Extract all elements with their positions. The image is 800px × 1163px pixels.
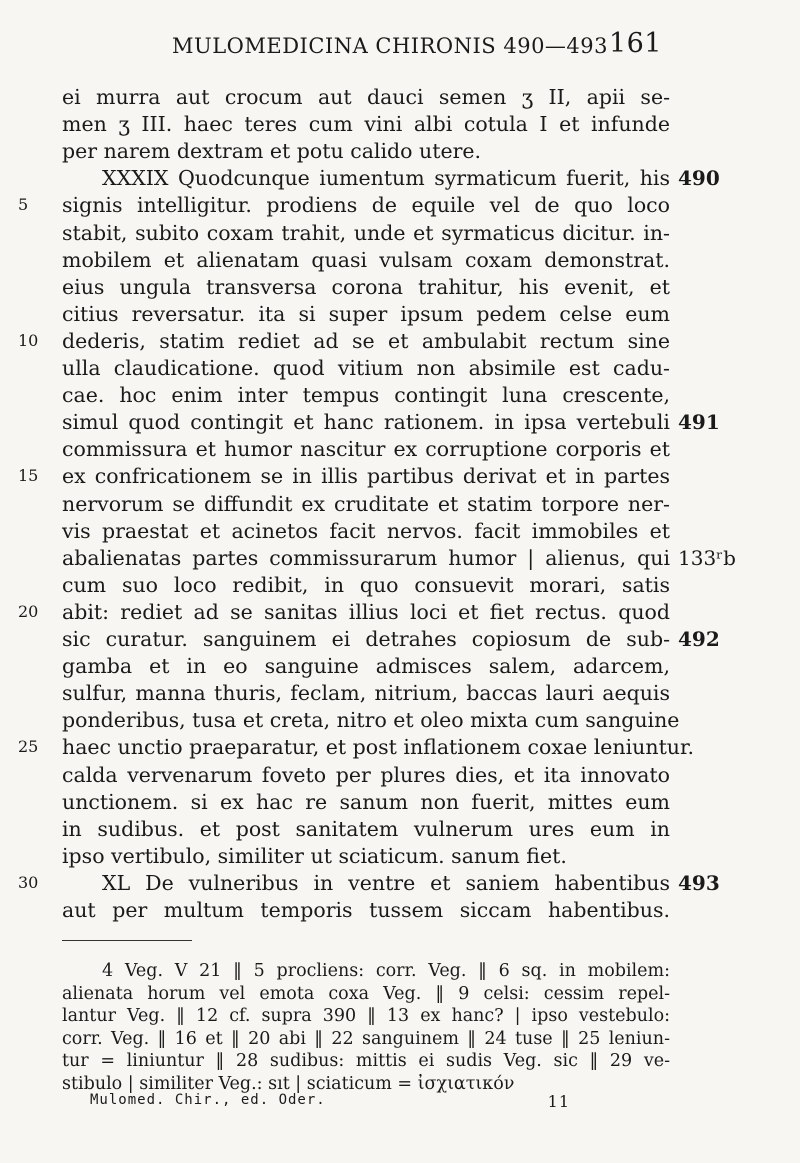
signature-mark: 11 xyxy=(547,1092,570,1111)
footnote-line: alienata horum vel emota coxa Veg. ‖ 9 celsi: cessim repel- xyxy=(62,983,670,1004)
text-line: unctionem. si ex hac re sanum non fuerit, mittes eum xyxy=(62,789,670,814)
margin-section-number: 133ʳb xyxy=(678,545,736,570)
margin-section-number: 492 xyxy=(678,627,720,651)
text-line: per narem dextram et potu calido utere. xyxy=(62,139,482,164)
running-title: MULOMEDICINA CHIRONIS 490—493 xyxy=(172,34,609,58)
text-line: commissura et humor nascitur ex corruptione corporis et xyxy=(62,437,670,462)
text-line: ipso vertibulo, similiter ut sciaticum. sanum fiet. xyxy=(62,843,567,868)
text-line: ex confricationem se in illis partibus derivat et in partes xyxy=(62,464,670,489)
page-header xyxy=(172,28,662,70)
margin-section-number: 490 xyxy=(678,166,720,191)
text-line: calda vervenarum foveto per plures dies, et ita innovato xyxy=(62,762,670,787)
text-line: ei murra aut crocum aut dauci semen ʒ II, apii se- xyxy=(62,85,670,109)
text-line: cae. hoc enim inter tempus contingit luna crescente, xyxy=(62,383,670,408)
text-line: stabit, subito coxam trahit, unde et syrmaticus dicitur. in- xyxy=(62,220,670,245)
margin-section-number: 491 xyxy=(678,410,720,435)
footnote-rule xyxy=(62,940,192,941)
text-line: in sudibus. et post sanitatem vulnerum ures eum in xyxy=(62,816,670,841)
text-line: aut per multum temporis tussem siccam habentibus. xyxy=(62,898,670,922)
text-line: sic curatur. sanguinem ei detrahes copiosum de sub- xyxy=(62,627,670,651)
text-line: nervorum se diffundit ex cruditate et statim torpore ner- xyxy=(62,491,670,516)
footnote-line: corr. Veg. ‖ 16 et ‖ 20 abi ‖ 22 sanguinem ‖ 24 tuse ‖ 25 leniun- xyxy=(62,1028,670,1049)
text-line: citius reversatur. ita si super ipsum pedem celse eum xyxy=(62,301,670,326)
margin-section-number: 493 xyxy=(678,870,720,895)
text-line: dederis, statim rediet ad se et ambulabit rectum sine xyxy=(62,328,670,353)
text-line: men ʒ III. haec teres cum vini albi cotula I et infunde xyxy=(62,112,670,137)
text-line: ponderibus, tusa et creta, nitro et oleo mixta cum sanguine xyxy=(62,708,680,733)
footnote-line: tur = liniuntur ‖ 28 sudibus: mittis ei sudis Veg. sic ‖ 29 ve- xyxy=(62,1051,670,1071)
text-line: XL De vulneribus in ventre et saniem habentibus xyxy=(102,870,670,895)
text-line: XXXIX Quodcunque iumentum syrmaticum fuerit, his xyxy=(102,166,670,191)
line-number: 20 xyxy=(18,601,39,621)
footnote-line: 4 Veg. V 21 ‖ 5 procliens: corr. Veg. ‖ 6 sq. in mobilem: xyxy=(102,961,670,981)
text-line: mobilem et alienatam quasi vulsam coxam demonstrat. xyxy=(62,247,670,272)
text-line: gamba et in eo sanguine admisces salem, adarcem, xyxy=(62,654,670,679)
text-line: simul quod contingit et hanc rationem. in ipsa vertebuli xyxy=(62,410,670,435)
line-number: 10 xyxy=(18,330,39,350)
line-number: 30 xyxy=(18,872,39,892)
page-footer xyxy=(90,1092,570,1116)
footnote-line: lantur Veg. ‖ 12 cf. supra 390 ‖ 13 ex hanc? | ipso vestebulo: xyxy=(62,1006,670,1026)
footnote-line: stibulo | similiter Veg.: sıt | sciaticum = ἰσχιατικόν xyxy=(62,1073,515,1094)
text-line: haec unctio praeparatur, et post inflationem coxae leniuntur. xyxy=(62,735,695,760)
line-number: 25 xyxy=(18,737,39,757)
text-line: sulfur, manna thuris, feclam, nitrium, baccas lauri aequis xyxy=(62,681,670,706)
page-number: 161 xyxy=(608,28,662,59)
text-line: signis intelligitur. prodiens de equile vel de quo loco xyxy=(62,193,670,218)
text-line: cum suo loco redibit, in quo consuevit morari, satis xyxy=(62,572,670,597)
text-line: ulla claudicatione. quod vitium non absimile est cadu- xyxy=(62,356,670,380)
line-number: 5 xyxy=(18,195,29,215)
text-line: vis praestat et acinetos facit nervos. facit immobiles et xyxy=(62,518,670,543)
text-line: eius ungula transversa corona trahitur, his evenit, et xyxy=(62,274,670,299)
line-number: 15 xyxy=(18,466,39,486)
text-line: abalienatas partes commissurarum humor | alienus, qui xyxy=(62,545,670,570)
footer-imprint: Mulomed. Chir., ed. Oder. xyxy=(90,1092,326,1108)
text-line: abit: rediet ad se sanitas illius loci et fiet rectus. quod xyxy=(62,599,670,624)
